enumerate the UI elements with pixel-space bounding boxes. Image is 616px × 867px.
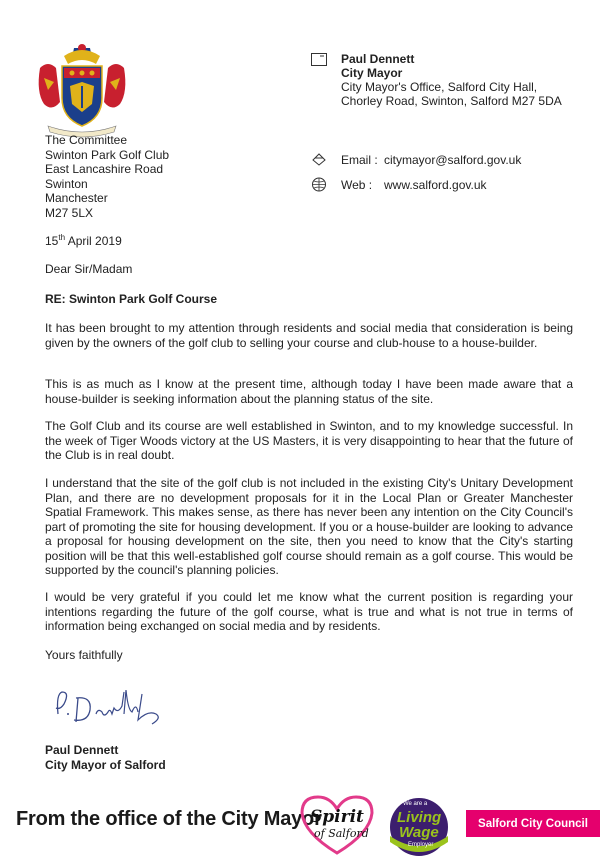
sender-title: City Mayor	[341, 66, 403, 80]
city-crest	[34, 42, 130, 138]
subject-line: RE: Swinton Park Golf Course	[45, 292, 218, 306]
body-text: The Golf Club and its course are well established in Swinton, and to my knowledge successful. In the week of Tiger Woods victory at the US Masters, it is very disappointing to hear that the future of the Club is in real doubt.	[45, 419, 573, 462]
spirit-logo-word: Spirit	[310, 807, 364, 827]
recipient-line: M27 5LX	[45, 205, 94, 220]
body-paragraph-2	[45, 377, 573, 406]
salford-city-council-logo	[466, 810, 600, 837]
living-wage-line2: Wage	[399, 824, 439, 841]
spirit-of-salford-logo	[296, 793, 378, 857]
closing: Yours faithfully	[45, 648, 123, 662]
signature-title: City Mayor of Salford	[45, 758, 166, 772]
email-label: Email :	[341, 153, 378, 167]
letter-date	[45, 233, 122, 248]
body-paragraph-1	[45, 321, 573, 350]
salutation: Dear Sir/Madam	[45, 262, 133, 276]
recipient-line: Manchester	[45, 191, 108, 205]
email-icon	[311, 152, 327, 166]
sender-address-line-2: Chorley Road, Swinton, Salford M27 5DA	[341, 94, 562, 108]
body-paragraph-3	[45, 419, 573, 463]
web-link[interactable]: www.salford.gov.uk	[384, 178, 487, 192]
body-text: It has been brought to my attention through residents and social media that consideration is being given by the owners of the golf club to selling your course and club-house to a house-builder.	[45, 321, 573, 350]
web-label: Web :	[341, 178, 373, 192]
date-rest: April 2019	[67, 234, 122, 248]
sender-name: Paul Dennett	[341, 52, 415, 66]
date-suffix: th	[58, 233, 66, 242]
living-wage-top: We are a	[403, 801, 428, 807]
handwritten-signature	[52, 684, 172, 730]
body-paragraph-5	[45, 590, 573, 634]
council-logo-text: Salford City Council	[478, 817, 588, 830]
footer-tagline: From the office of the City Mayor	[16, 808, 322, 830]
envelope-icon	[311, 53, 327, 67]
recipient-line: The Committee	[45, 133, 128, 147]
recipient-line: Swinton	[45, 176, 88, 191]
recipient-line: East Lancashire Road	[45, 162, 164, 176]
signature-name: Paul Dennett	[45, 743, 119, 757]
living-wage-line1: Living	[397, 809, 442, 826]
body-text: I understand that the site of the golf club is not included in the existing City's Unitary Development Plan, and there are no development proposals for it in the Local Plan or Greater Manchester Spatial Framework. This makes sense, as there has never been any intention on the City Council's part of promoting the site for housing development. If you or a house-builder are looking to advance a proposal for housing development on the site, then you need to know that the City's starting position will be that this well-established golf course should remain as a golf course. This would be supported by the council's planning policies.	[45, 476, 573, 577]
living-wage-logo	[386, 796, 452, 858]
globe-icon	[311, 177, 327, 191]
sender-address-line-1: City Mayor's Office, Salford City Hall,	[341, 80, 538, 94]
living-wage-bottom: Employer	[408, 842, 434, 848]
spirit-logo-sub: of Salford	[314, 827, 369, 840]
email-link[interactable]: citymayor@salford.gov.uk	[384, 153, 522, 167]
body-paragraph-4	[45, 476, 573, 578]
body-text: I would be very grateful if you could let me know what the current position is regarding your intentions regarding the future of the golf course, what is true and what is not true in terms of information being exchanged on social media and by residents.	[45, 590, 573, 633]
recipient-line: Swinton Park Golf Club	[45, 147, 170, 162]
body-text: This is as much as I know at the present time, although today I have been made aware that a house-builder is seeking information about the planning status of the site.	[45, 377, 573, 406]
date-day: 15	[45, 234, 59, 248]
recipient-address	[45, 133, 169, 220]
